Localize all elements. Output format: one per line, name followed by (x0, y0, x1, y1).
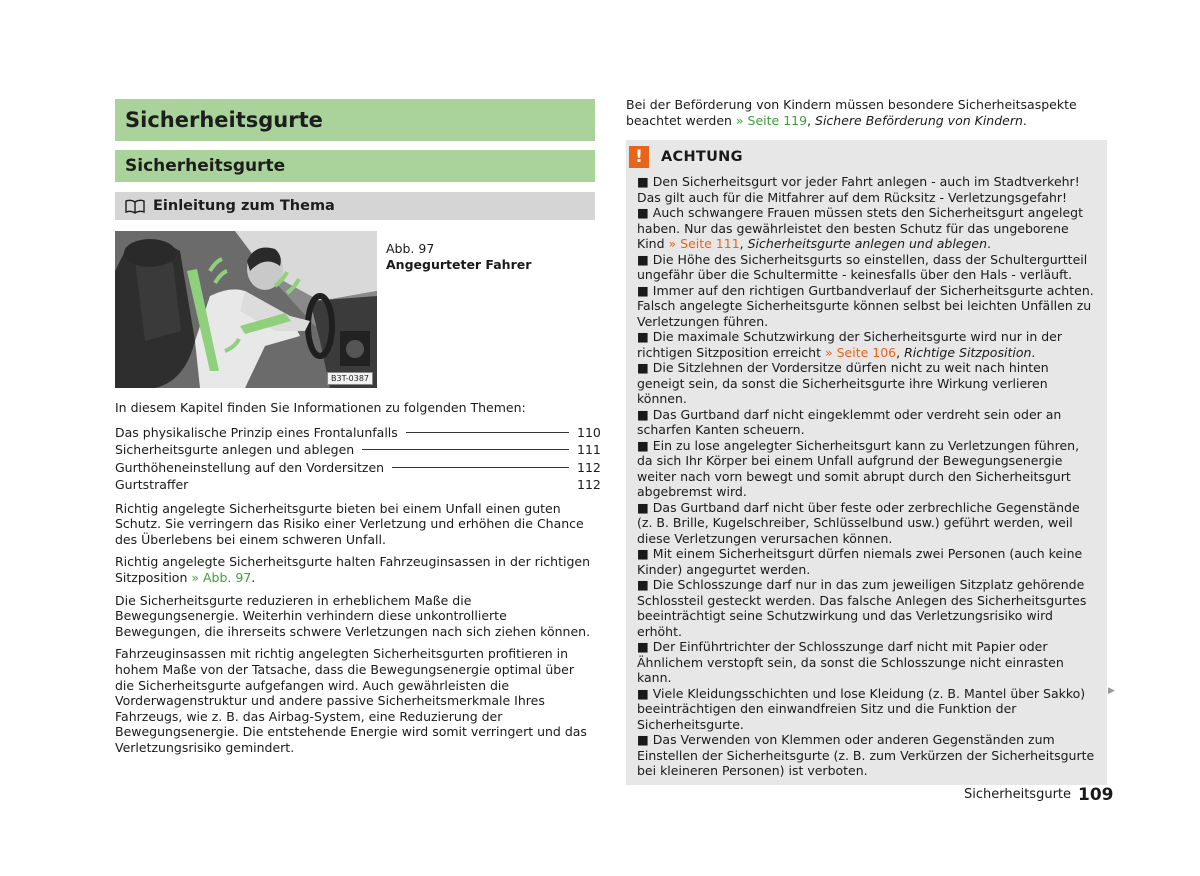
topic-heading (115, 192, 595, 220)
figure-row (115, 231, 595, 388)
right-column (626, 97, 1107, 785)
toc-page: 111 (577, 442, 601, 458)
toc-title: Sicherheitsgurte anlegen und ablegen (115, 442, 355, 458)
toc-title: Gurtstraffer (115, 477, 189, 493)
warning-item: ■ Die Schlosszunge darf nur in das zum jeweiligen Sitzplatz gehörende Schlossteil gesteckt werden. Das falsche Anlegen des Sicherheitsgurtes beeinträchtigt seine Schutzwirkung und das Verletzungsrisiko wird erhöht. (637, 577, 1087, 639)
intro-text: In diesem Kapitel finden Sie Informationen zu folgenden Themen: (115, 400, 526, 415)
warning-item: ■ Das Gurtband darf nicht über feste oder zerbrechliche Gegenstände (z. B. Brille, Kugelschreiber, Schlüsselbund usw.) geführt werden, weil diese Verletzungen verursachen können. (637, 499, 1080, 546)
warning-item-ref-title: Sicherheitsgurte anlegen und ablegen (747, 236, 988, 252)
warning-item: ■ Viele Kleidungsschichten und lose Kleidung (z. B. Mantel über Sakko) beeinträchtigen den einwandfreien Sitz und die Funktion der Sicherheitsgurte. (637, 685, 1086, 732)
warning-header (626, 140, 1107, 174)
toc-page: 112 (577, 459, 601, 475)
continue-arrow-icon: ▶ (1108, 686, 1115, 696)
page-link-119[interactable]: » Seite 119 (735, 112, 808, 128)
chapter-heading: Sicherheitsgurte (115, 99, 595, 141)
warning-item-text: ■ Auch schwangere Frauen müssen stets den Sicherheitsgurt angelegt haben. Nur das gewährleistet den besten Schutz für das ungeborene Kind (637, 205, 1083, 252)
warning-item: ■ Das Gurtband darf nicht eingeklemmt oder verdreht sein oder an scharfen Kanten scheuern. (637, 406, 1062, 438)
warning-icon: ! (629, 146, 649, 168)
toc-leader (392, 467, 569, 468)
paragraph-3: Die Sicherheitsgurte reduzieren in erheblichem Maße die Bewegungsenergie. Weiterhin verhindern diese unkontrollierte Bewegungen, die ihrerseits schwere Verletzungen nach sich ziehen können. (115, 592, 591, 639)
warning-box (626, 140, 1107, 785)
toc-leader (406, 432, 569, 433)
warning-list (626, 174, 1107, 779)
footer-title: Sicherheitsgurte (964, 787, 1072, 802)
figure-caption (386, 241, 531, 388)
sep: , (739, 236, 748, 252)
toc-row (115, 441, 601, 459)
paragraph-2 (115, 554, 595, 585)
warning-item (637, 205, 1097, 252)
warning-title: ACHTUNG (661, 149, 743, 166)
toc-leader (362, 449, 569, 450)
warning-item: ■ Die Sitzlehnen der Vordersitze dürfen nicht zu weit nach hinten geneigt sein, da sonst die Sicherheitsgurte ihre Wirkung verlieren können. (637, 360, 1049, 407)
warning-item: ■ Ein zu lose angelegter Sicherheitsgurt kann zu Verletzungen führen, da sich Ihr Körper bei einem Unfall aufgrund der Bewegungsenergie weiter nach vorn bewegt und somit abrupt durch den Sicherheitsgurt abgebremst wird. (637, 437, 1080, 500)
toc-title: Gurthöheneinstellung auf den Vordersitzen (115, 459, 385, 475)
toc-list (115, 424, 601, 494)
warning-item (637, 329, 1097, 360)
toc-page: 110 (577, 424, 601, 440)
warning-item: ■ Die Höhe des Sicherheitsgurts so einstellen, dass der Schultergurtteil ungefähr über die Schultermitte - keinesfalls über den Hals - verläuft. (637, 251, 1088, 283)
toc-title: Das physikalische Prinzip eines Frontalunfalls (115, 424, 398, 440)
page-link-111[interactable]: » Seite 111 (668, 236, 740, 252)
warning-item: ■ Das Verwenden von Klemmen oder anderen Gegenständen zum Einstellen der Sicherheitsgurte (z. B. zum Verkürzen der Sicherheitsgurte bei kleineren Personen) ist verboten. (637, 732, 1095, 779)
figure-code: B3T-0387 (327, 372, 373, 385)
warning-item: ■ Immer auf den richtigen Gurtbandverlauf der Sicherheitsgurte achten. Falsch angelegte Sicherheitsgurte können selbst bei leichten Unfällen zu Verletzungen führen. (637, 282, 1094, 329)
warning-item-end: . (987, 236, 992, 252)
paragraph-1: Richtig angelegte Sicherheitsgurte bieten bei einem Unfall einen guten Schutz. Sie verringern das Risiko einer Verletzung und erhöhen die Chance des Überlebens bei einem schweren Unfall. (115, 500, 584, 547)
warning-item: ■ Den Sicherheitsgurt vor jeder Fahrt anlegen - auch im Stadtverkehr! Das gilt auch für die Mitfahrer auf dem Rücksitz - Verletzungsgefahr! (637, 174, 1080, 205)
warning-item: ■ Der Einführtrichter der Schlosszunge darf nicht mit Papier oder Ähnlichem verstopft sein, da sonst die Schlosszunge nicht einrasten kann. (637, 639, 1064, 686)
book-icon (125, 199, 145, 214)
topic-heading-label: Einleitung zum Thema (153, 198, 335, 214)
sep: , (807, 112, 816, 128)
page-number: 109 (1078, 785, 1114, 805)
warning-item-end: . (1031, 344, 1036, 360)
left-column (115, 99, 601, 756)
warning-item-text: ■ Die maximale Schutzwirkung der Sicherheitsgurte wird nur in der richtigen Sitzposition erreicht (637, 329, 1063, 360)
paragraph-2-end: . (251, 569, 256, 585)
warning-item-ref-title: Richtige Sitzposition (904, 344, 1032, 360)
driver-figure (115, 231, 377, 388)
toc-page: 112 (577, 477, 601, 493)
children-note-ref-title: Sichere Beförderung von Kindern (815, 112, 1023, 128)
paragraph-4: Fahrzeuginsassen mit richtig angelegten Sicherheitsgurten profitieren in hohem Maße von der Tatsache, dass die Bewegungsenergie optimal über die Sicherheitsgurte aufgefangen wird. Auch gewährleisten die Vorderwagenstruktur und andere passive Sicherheitsmerkmale Ihres Fahrzeugs, wie z. B. das Airbag-System, eine Reduzierung der Bewegungsenergie. Die entstehende Energie wird somit verringert und das Verletzungsrisiko gemindert. (115, 646, 587, 755)
section-heading: Sicherheitsgurte (115, 150, 595, 182)
toc-row (115, 459, 601, 477)
figure-label: Abb. 97 (386, 241, 435, 256)
figure-link[interactable]: » Abb. 97 (191, 569, 252, 585)
page-link-106[interactable]: » Seite 106 (824, 344, 897, 360)
children-note-end: . (1022, 112, 1027, 128)
children-note (626, 97, 1107, 128)
warning-item: ■ Mit einem Sicherheitsgurt dürfen niemals zwei Personen (auch keine Kinder) angegurtet werden. (637, 546, 1083, 577)
sep: , (896, 344, 905, 360)
toc-row (115, 476, 601, 494)
figure-title: Angegurteter Fahrer (386, 257, 532, 272)
paragraph-2-text: Richtig angelegte Sicherheitsgurte halten Fahrzeuginsassen in der richtigen Sitzposition (115, 554, 591, 585)
toc-row (115, 424, 601, 442)
children-note-text: Bei der Beförderung von Kindern müssen besondere Sicherheitsaspekte beachtet werden (626, 97, 1077, 128)
